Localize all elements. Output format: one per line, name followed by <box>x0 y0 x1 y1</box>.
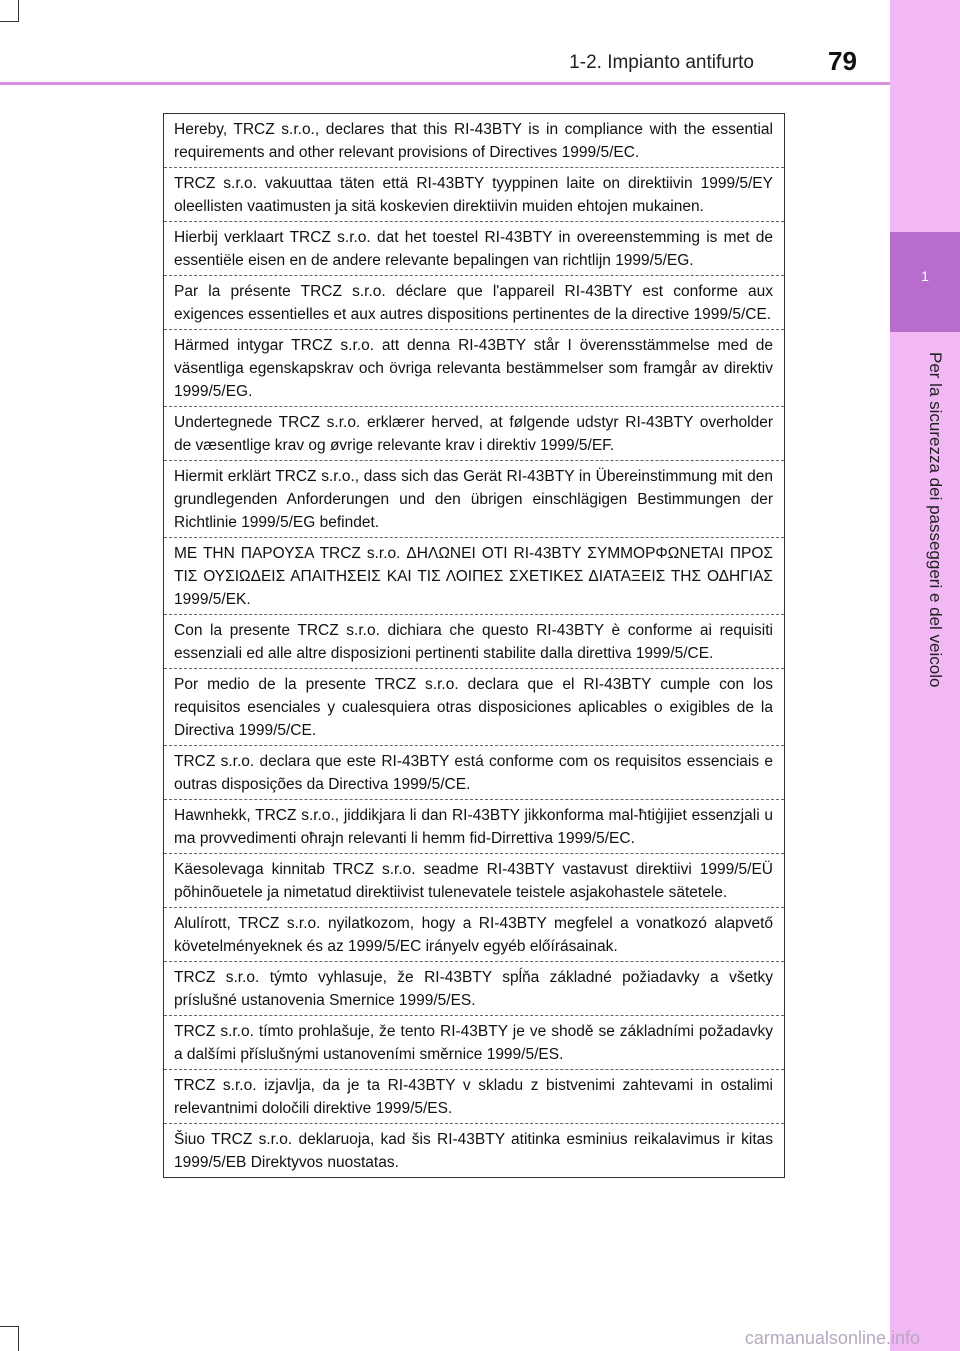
declaration-dutch: Hierbij verklaart TRCZ s.r.o. dat het toestel RI-43BTY in overeenstemming is met de essentiële eisen en de andere relevante bepalingen van richtlijn 1999/5/EG. <box>164 221 784 275</box>
declaration-portuguese: TRCZ s.r.o. declara que este RI-43BTY está conforme com os requisitos essenciais e outras disposições da Directiva 1999/5/CE. <box>164 745 784 799</box>
page-number: 79 <box>828 46 857 76</box>
crop-mark <box>0 1326 18 1327</box>
crop-mark <box>18 1326 19 1351</box>
header-rule <box>0 82 890 85</box>
declaration-german: Hiermit erklärt TRCZ s.r.o., dass sich das Gerät RI-43BTY in Übereinstimmung mit den grundlegenden Anforderungen und den übrigen einschlägigen Bestimmungen der Richtlinie 1999/5/EG befindet. <box>164 460 784 537</box>
crop-mark <box>18 0 19 22</box>
declaration-estonian: Käesolevaga kinnitab TRCZ s.r.o. seadme RI-43BTY vastavust direktiivi 1999/5/EÜ põhinõuetele ja nimetatud direktiivist tulenevatele teistele asjakohastele sätetele. <box>164 853 784 907</box>
declaration-danish: Undertegnede TRCZ s.r.o. erklærer herved, at følgende udstyr RI-43BTY overholder de væsentlige krav og øvrige relevante krav i direktiv 1999/5/EF. <box>164 406 784 460</box>
chapter-number: 1 <box>921 268 929 284</box>
declaration-finnish: TRCZ s.r.o. vakuuttaa täten että RI-43BTY tyyppinen laite on direktiivin 1999/5/EY oleellisten vaatimusten ja sitä koskevien direktiivin muiden ehtojen mukainen. <box>164 167 784 221</box>
declaration-lithuanian: Šiuo TRCZ s.r.o. deklaruoja, kad šis RI-43BTY atitinka esminius reikalavimus ir kitas 1999/5/EB Direktyvos nuostatas. <box>164 1123 784 1177</box>
declaration-maltese: Hawnhekk, TRCZ s.r.o., jiddikjara li dan RI-43BTY jikkonforma mal-ħtiġijiet essenzjali u ma provvedimenti oħrajn relevanti li hemm fid-Dirrettiva 1999/5/EC. <box>164 799 784 853</box>
chapter-title: Per la sicurezza dei passeggeri e del veicolo <box>926 352 945 688</box>
declaration-slovak: TRCZ s.r.o. týmto vyhlasuje, že RI-43BTY spĺňa základné požiadavky a všetky príslušné ustanovenia Smernice 1999/5/ES. <box>164 961 784 1015</box>
declarations-table <box>163 113 785 1178</box>
declaration-czech: TRCZ s.r.o. tímto prohlašuje, že tento RI-43BTY je ve shodě se základními požadavky a dalšími příslušnými ustanoveními směrnice 1999/5/ES. <box>164 1015 784 1069</box>
declaration-greek: ΜΕ ΤΗΝ ΠΑΡΟΥΣΑ TRCZ s.r.o. ΔΗΛΩΝΕΙ ΟΤΙ RI-43BTY ΣΥΜΜΟΡΦΩΝΕΤΑΙ ΠΡΟΣ ΤΙΣ ΟΥΣΙΩΔΕΙΣ ΑΠΑΙΤΗΣΕΙΣ ΚΑΙ ΤΙΣ ΛΟΙΠΕΣ ΣΧΕΤΙΚΕΣ ΔΙΑΤΑΞΕΙΣ ΤΗΣ ΟΔΗΓΙΑΣ 1999/5/ΕΚ. <box>164 537 784 614</box>
declaration-spanish: Por medio de la presente TRCZ s.r.o. declara que el RI-43BTY cumple con los requisitos esenciales y cualesquiera otras disposiciones aplicables o exigibles de la Directiva 1999/5/CE. <box>164 668 784 745</box>
declaration-italian: Con la presente TRCZ s.r.o. dichiara che questo RI-43BTY è conforme ai requisiti essenziali ed alle altre disposizioni pertinenti stabilite dalla direttiva 1999/5/CE. <box>164 614 784 668</box>
declaration-english: Hereby, TRCZ s.r.o., declares that this RI-43BTY is in compliance with the essential requirements and other relevant provisions of Directives 1999/5/EC. <box>174 121 773 161</box>
declaration-swedish: Härmed intygar TRCZ s.r.o. att denna RI-43BTY står I överensstämmelse med de väsentliga egenskapskrav och övriga relevanta bestämmelser som framgår av direktiv 1999/5/EG. <box>164 329 784 406</box>
declaration-french: Par la présente TRCZ s.r.o. déclare que l'appareil RI-43BTY est conforme aux exigences essentielles et aux autres dispositions pertinentes de la directive 1999/5/CE. <box>164 275 784 329</box>
crop-mark <box>0 21 18 22</box>
watermark: carmanualsonline.info <box>744 1328 920 1348</box>
declaration-hungarian: Alulírott, TRCZ s.r.o. nyilatkozom, hogy a RI-43BTY megfelel a vonatkozó alapvető követelményeknek és az 1999/5/EC irányelv egyéb előírásainak. <box>164 907 784 961</box>
section-title: 1-2. Impianto antifurto <box>569 52 754 73</box>
declaration-slovenian: TRCZ s.r.o. izjavlja, da je ta RI-43BTY v skladu z bistvenimi zahtevami in ostalimi relevantnimi določili direktive 1999/5/ES. <box>164 1069 784 1123</box>
